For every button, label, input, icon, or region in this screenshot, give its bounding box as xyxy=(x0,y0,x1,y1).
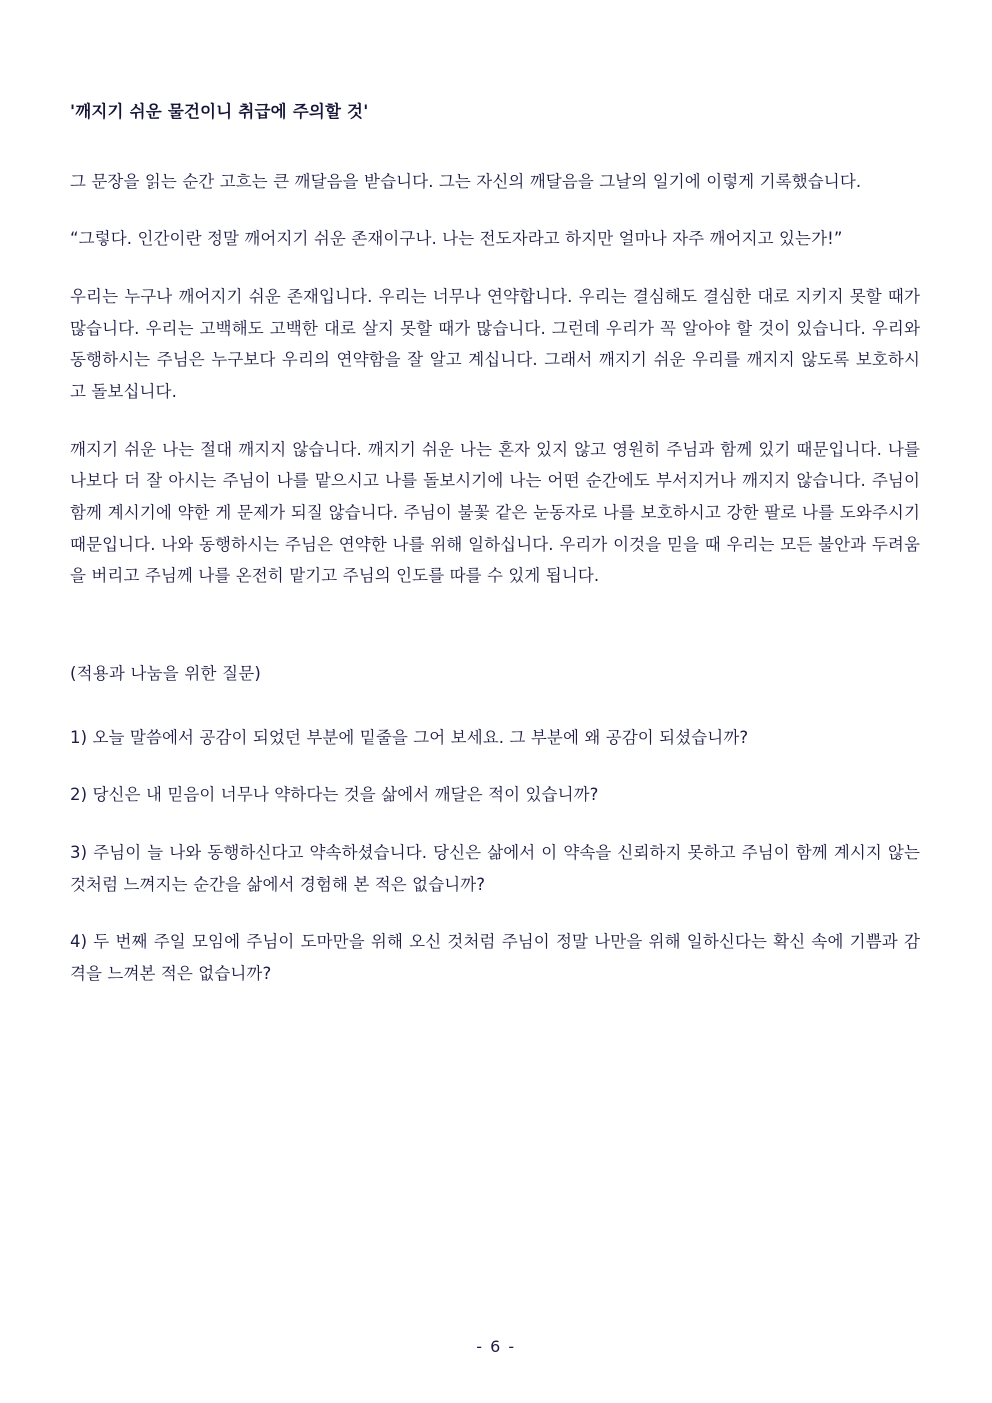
document-body xyxy=(70,96,920,990)
document-heading: '깨지기 쉬운 물건이니 취급에 주의할 것' xyxy=(70,102,369,121)
question-item-3: 3) 주님이 늘 나와 동행하신다고 약속하셨습니다. 당신은 삶에서 이 약속을 신뢰하지 못하고 주님이 함께 계시지 않는 것처럼 느껴지는 순간을 삶에서 경험해 본 적은 없습니까? xyxy=(70,843,920,894)
paragraph-3: 우리는 누구나 깨어지기 쉬운 존재입니다. 우리는 너무나 연약합니다. 우리는 결심해도 결심한 대로 지키지 못할 때가 많습니다. 우리는 고백해도 고백한 대로 살지 못할 때가 많습니다. 그런데 우리가 꼭 알아야 할 것이 있습니다. 우리와 동행하시는 주님은 누구보다 우리의 연약함을 잘 알고 계십니다. 그래서 깨지기 쉬운 우리를 깨지지 않도록 보호하시고 돌보십니다. xyxy=(70,287,920,402)
question-item-1: 1) 오늘 말씀에서 공감이 되었던 부분에 밑줄을 그어 보세요. 그 부분에 왜 공감이 되셨습니까? xyxy=(70,727,749,747)
paragraph-quote: “그렇다. 인간이란 정말 깨어지기 쉬운 존재이구나. 나는 전도자라고 하지만 얼마나 자주 깨어지고 있는가!” xyxy=(70,229,843,249)
question-item-2: 2) 당신은 내 믿음이 너무나 약하다는 것을 삶에서 깨달은 적이 있습니까? xyxy=(70,785,599,805)
question-item-4: 4) 두 번째 주일 모임에 주님이 도마만을 위해 오신 것처럼 주님이 정말 나만을 위해 일하신다는 확신 속에 기쁨과 감격을 느껴본 적은 없습니까? xyxy=(70,932,920,984)
page-number: - 6 - xyxy=(476,1337,516,1356)
section-spacer xyxy=(70,618,920,658)
questions-section-title: (적용과 나눔을 위한 질문) xyxy=(70,664,261,684)
paragraph-4: 깨지기 쉬운 나는 절대 깨지지 않습니다. 깨지기 쉬운 나는 혼자 있지 않고 영원히 주님과 함께 있기 때문입니다. 나를 나보다 더 잘 아시는 주님이 나를 맡으시고 나를 돌보시기에 나는 어떤 순간에도 부서지거나 깨지지 않습니다. 주님이 함께 계시기에 약한 게 문제가 되질 않습니다. 주님이 불꽃 같은 눈동자로 나를 보호하시고 강한 팔로 나를 도와주시기 때문입니다. 나와 동행하시는 주님은 연약한 나를 위해 일하십니다. 우리가 이것을 믿을 때 우리는 모든 불안과 두려움을 버리고 주님께 나를 온전히 맡기고 주님의 인도를 따를 수 있게 됩니다. xyxy=(70,439,920,586)
paragraph-1: 그 문장을 읽는 순간 고흐는 큰 깨달음을 받습니다. 그는 자신의 깨달음을 그날의 일기에 이렇게 기록했습니다. xyxy=(70,171,862,191)
